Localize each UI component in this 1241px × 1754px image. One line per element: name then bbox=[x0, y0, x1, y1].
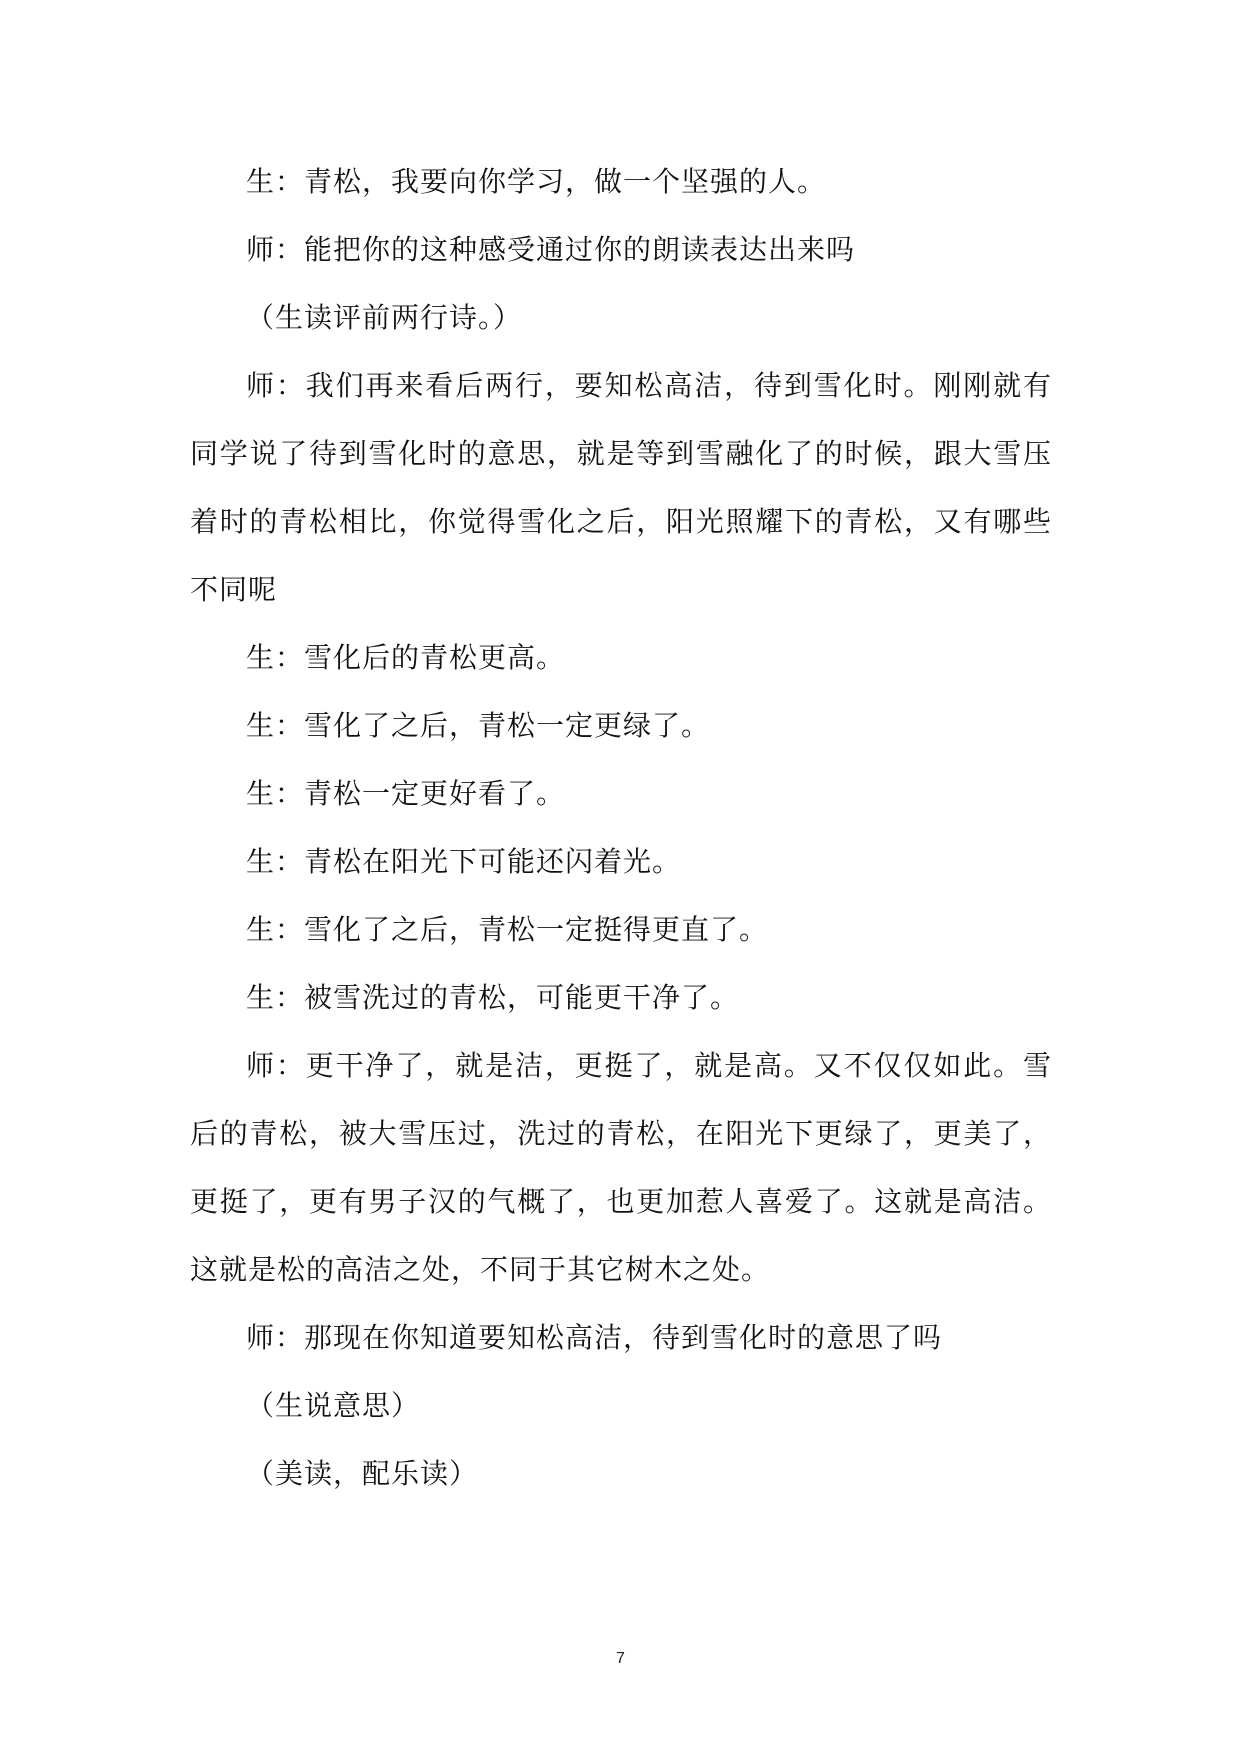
paragraph: 生：青松一定更好看了。 bbox=[246, 777, 566, 810]
paragraph: 师：能把你的这种感受通过你的朗读表达出来吗 bbox=[246, 233, 856, 266]
paragraph: 生：雪化了之后，青松一定更绿了。 bbox=[246, 709, 711, 742]
paragraph: 师：我们再来看后两行，要知松高洁，待到雪化时。刚刚就有同学说了待到雪化时的意思，就是等到雪融化了的时候，跟大雪压着时的青松相比，你觉得雪化之后，阳光照耀下的青松，又有哪些不同呢 bbox=[190, 369, 1052, 606]
paragraph: 生：雪化后的青松更高。 bbox=[246, 641, 566, 674]
paragraph: （生说意思） bbox=[246, 1389, 421, 1422]
paragraph: 生：青松，我要向你学习，做一个坚强的人。 bbox=[246, 165, 827, 198]
page-number: 7 bbox=[616, 1650, 625, 1667]
paragraph: 师：那现在你知道要知松高洁，待到雪化时的意思了吗 bbox=[246, 1321, 943, 1354]
paragraph: 生：雪化了之后，青松一定挺得更直了。 bbox=[246, 913, 769, 946]
paragraph: （美读，配乐读） bbox=[246, 1457, 479, 1490]
paragraph: 生：被雪洗过的青松，可能更干净了。 bbox=[246, 981, 740, 1014]
paragraph: （生读评前两行诗。） bbox=[246, 301, 523, 334]
paragraph: 生：青松在阳光下可能还闪着光。 bbox=[246, 845, 682, 878]
document-body bbox=[190, 148, 1052, 1508]
paragraph: 师：更干净了，就是洁，更挺了，就是高。又不仅仅如此。雪后的青松，被大雪压过，洗过的青松，在阳光下更绿了，更美了，更挺了，更有男子汉的气概了，也更加惹人喜爱了。这就是高洁。这就是松的高洁之处，不同于其它树木之处。 bbox=[190, 1049, 1052, 1286]
